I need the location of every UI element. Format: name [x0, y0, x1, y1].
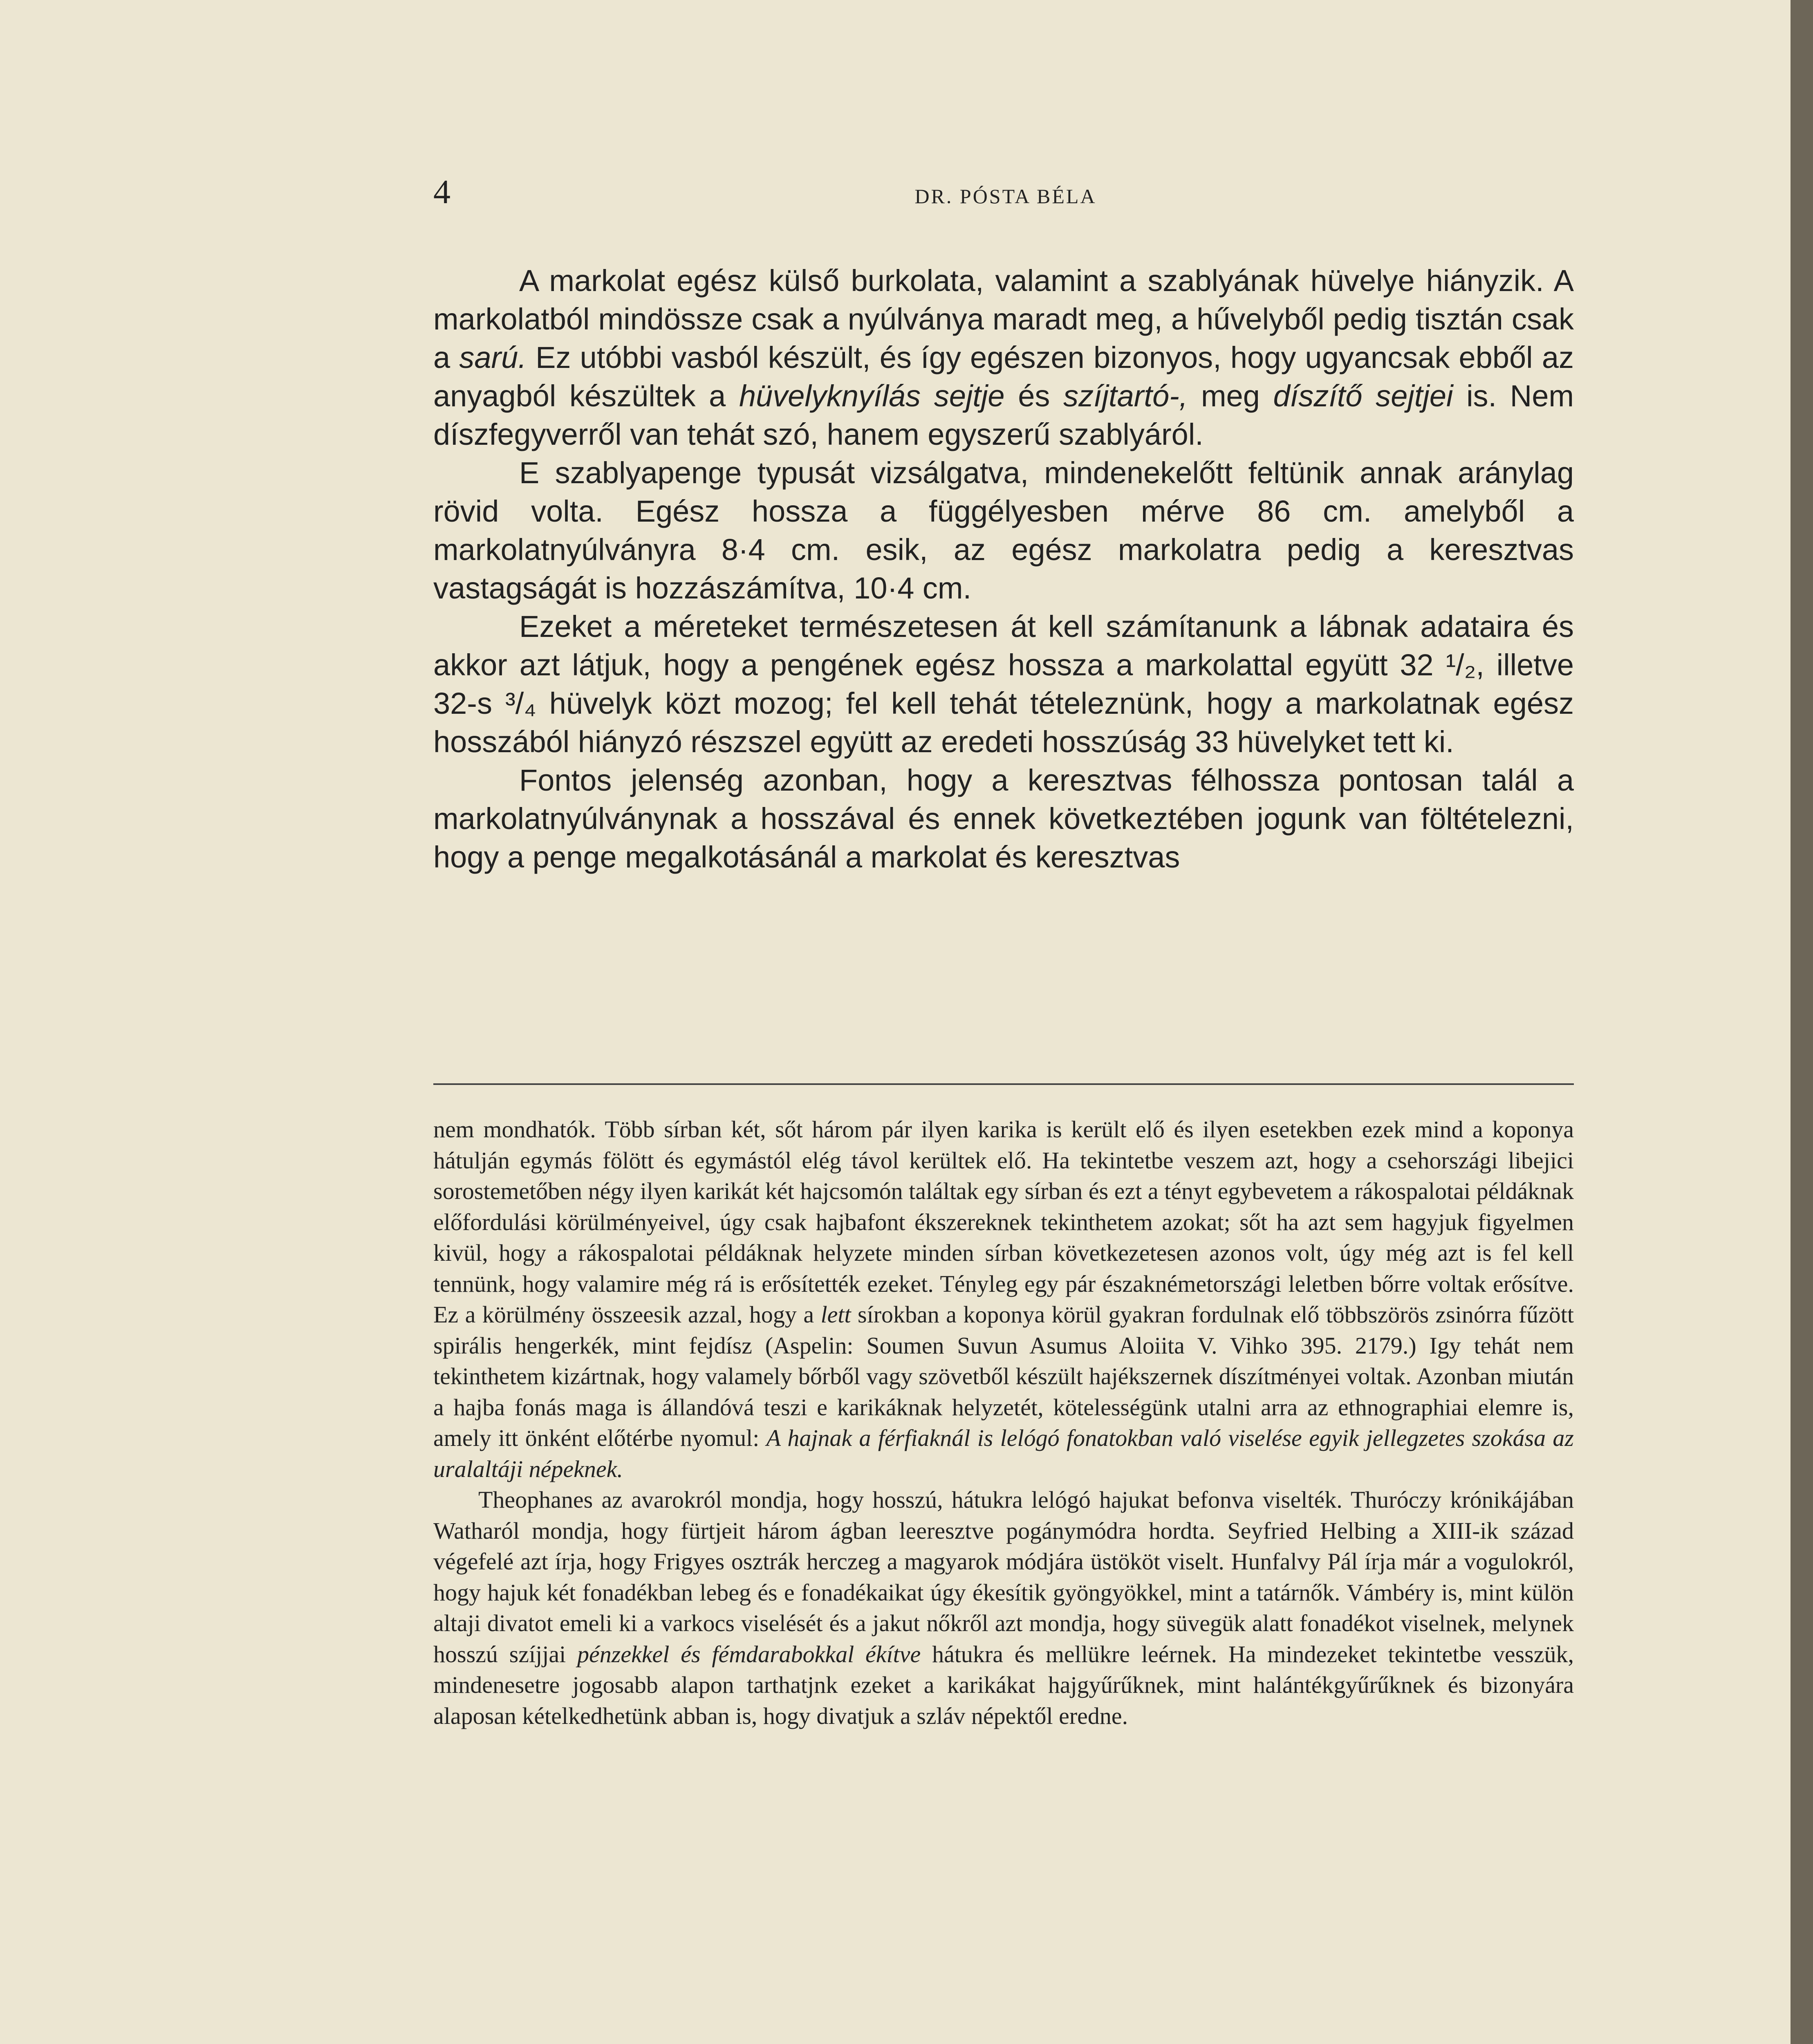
- text-run: és: [1004, 379, 1064, 413]
- text-run: Ez utóbbi vasból készült, és így egészen bizonyos, hogy ugyancsak ebből az anyagból készültek a: [433, 341, 1574, 413]
- italic-text: sarú.: [459, 341, 527, 374]
- italic-text: szíjtartó-,: [1063, 379, 1188, 413]
- italic-text: lett: [820, 1301, 851, 1328]
- footnote-paragraph: [433, 1114, 1574, 1484]
- text-run: nem mondhatók. Több sírban két, sőt három pár ilyen karika is került elő és ilyen esetekben ezek mind a koponya hátulján egymás fölött és egymástól elég távol kerültek elő. Ha tekintetbe veszem azt, hogy a csehországi libejici sorostemetőben négy ilyen karikát két hajcsomón találtak egy sírban és ezt a tényt egybevetem a rákospalotai példáknak előfordulási körülményeivel, úgy csak hajbafont ékszereknek tekinthetem azokat; sőt ha azt sem hagyjuk figyelmen kivül, hogy a rákospalotai példáknak helyzete minden sírban következetesen azonos volt, úgy még azt is fel kell tennünk, hogy valamire még rá is erősítették ezeket. Tényleg egy pár északnémetországi leletben bőrre voltak erősítve. Ez a körülmény összeesik azzal, hogy a: [433, 1116, 1574, 1328]
- footnote-paragraph: [433, 1484, 1574, 1731]
- text-run: Theophanes az avarokról mondja, hogy hosszú, hátukra lelógó hajukat befonva viselték. Thuróczy krónikájában Watharól mondja, hogy fürtjeit három ágban leeresztve pogánymódra hordta. Seyfried Helbing a XIII-ik század végefelé azt írja, hogy Frigyes osztrák herczeg a magyarok módjára üstököt viselt. Hunfalvy Pál írja már a vogulokról, hogy hajuk két fonadékban lebeg és e fonadékaikat úgy ékesítik gyöngyökkel, mint a tatárnők. Vámbéry is, mint külön altaji divatot emeli ki a varkocs viselését és a jakut nőkről azt mondja, hogy süvegük alatt fonadékot viselnek, melynek hosszú szíjjai: [433, 1486, 1574, 1667]
- text-run: meg: [1188, 379, 1273, 413]
- paragraph: E szablyapenge typusát vizsálgatva, mindenekelőtt feltünik annak aránylag rövid volta. Egész hossza a függélyesben mérve 86 cm. amelyből a markolatnyúlványra 8·4 cm. esik, az egész markolatra pedig a keresztvas vastagságát is hozzászámítva, 10·4 cm.: [433, 456, 1574, 605]
- italic-text: hüvelyknyílás sejtje: [739, 379, 1005, 413]
- text-run: A markolat egész külső burkolata, valamint a szablyának hüvelye hiányzik. A markolatból mindössze csak a nyúlványa maradt meg, a hűvelyből pedig tisztán csak a: [433, 264, 1574, 374]
- page-number: 4: [433, 173, 450, 211]
- italic-text: pénzekkel és fémdarabokkal ékítve: [577, 1641, 921, 1667]
- text-run: is. Nem díszfegyverről van tehát szó, hanem egyszerű szablyáról.: [433, 379, 1574, 451]
- italic-text: A hajnak a férfiaknál is lelógó fonatokban való viselése egyik jellegzetes szokása az uralaltáji népeknek.: [433, 1425, 1574, 1482]
- binding-edge: [1791, 0, 1813, 2044]
- running-head: DR. PÓSTA BÉLA: [914, 185, 1097, 208]
- main-text: [433, 262, 1574, 876]
- footnote-divider: [433, 1083, 1574, 1085]
- text-run: sírokban a koponya körül gyakran fordulnak elő többszörös zsinórra fűzött spirális hengerkék, mint fejdísz (Aspelin: Soumen Suvun Asumus Aloiita V. Vihko 395. 2179.) Igy tehát nem tekinthetem kizártnak, hogy valamely bőrből vagy szövetből készült hajékszernek díszítményei voltak. Azonban miután a hajba fonás maga is állandóvá teszi e karikáknak helyzetét, kötelességünk utalni arra az ethnographiai elemre is, amely itt önként előtérbe nyomul:: [433, 1301, 1574, 1451]
- footnote: [433, 1114, 1574, 1731]
- paragraph: Ezeket a méreteket természetesen át kell számítanunk a lábnak adataira és akkor azt látjuk, hogy a pengének egész hossza a markolattal együtt 32 ¹/₂, illetve 32-s ³/₄ hüvelyk közt mozog; fel kell tehát tételeznünk, hogy a markolatnak egész hosszából hiányzó részszel együtt az eredeti hosszúság 33 hüvelyket tett ki.: [433, 610, 1574, 759]
- paragraph: [433, 262, 1574, 454]
- italic-text: díszítő sejtjei: [1273, 379, 1453, 413]
- text-run: hátukra és mellükre leérnek. Ha mindezeket tekintetbe vesszük, mindenesetre jogosabb alapon tarthatjnk ezeket a karikákat hajgyűrűknek, mint halántékgyűrűknek és bizonyára alaposan kételkedhetünk abban is, hogy divatjuk a szláv népektől eredne.: [433, 1641, 1574, 1729]
- page-header: [433, 172, 1578, 229]
- paragraph: Fontos jelenség azonban, hogy a keresztvas félhossza pontosan talál a markolatnyúlványnak a hosszával és ennek következtében jogunk van föltételezni, hogy a penge megalkotásánál a markolat és keresztvas: [433, 763, 1574, 874]
